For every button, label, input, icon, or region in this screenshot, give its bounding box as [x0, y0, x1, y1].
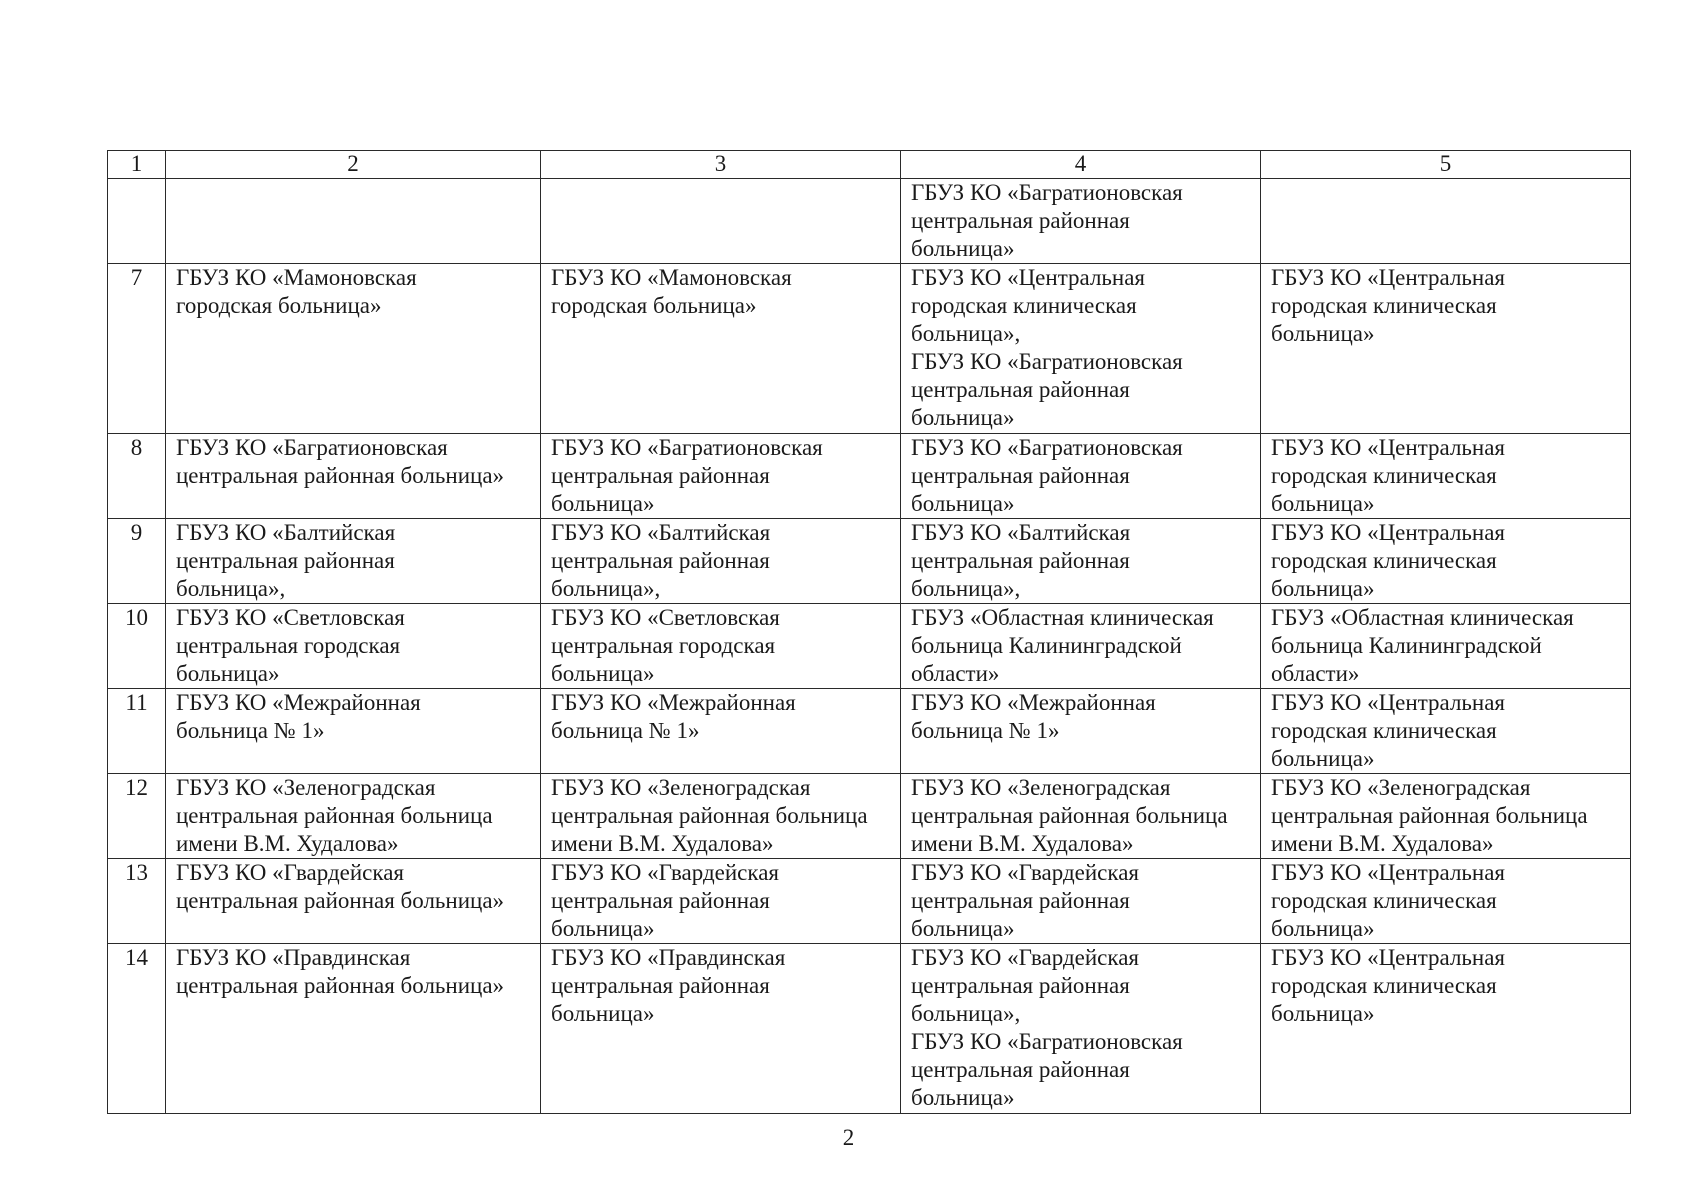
table-row [108, 434, 1631, 519]
row-number: 13 [108, 859, 166, 944]
row-cell-col5: ГБУЗ КО «Центральная городская клиническая больница» [1261, 434, 1631, 519]
row-cell-col3: ГБУЗ КО «Светловская центральная городская больница» [541, 604, 901, 689]
table-row [108, 604, 1631, 689]
row-cell-col5: ГБУЗ КО «Центральная городская клиническая больница» [1261, 944, 1631, 1114]
row-cell-col2: ГБУЗ КО «Мамоновская городская больница» [166, 264, 541, 434]
row-number: 12 [108, 774, 166, 859]
row-cell-col4: ГБУЗ КО «Багратионовская центральная районная больница» [901, 434, 1261, 519]
row-cell-col3: ГБУЗ КО «Правдинская центральная районная больница» [541, 944, 901, 1114]
row-cell-col2 [166, 179, 541, 264]
header-cell-3: 3 [541, 151, 901, 179]
row-cell-col2: ГБУЗ КО «Межрайонная больница № 1» [166, 689, 541, 774]
row-cell-col2: ГБУЗ КО «Светловская центральная городская больница» [166, 604, 541, 689]
header-cell-4: 4 [901, 151, 1261, 179]
row-cell-col2: ГБУЗ КО «Балтийская центральная районная больница», [166, 519, 541, 604]
row-number: 7 [108, 264, 166, 434]
row-number: 11 [108, 689, 166, 774]
table-row [108, 774, 1631, 859]
row-cell-col4: ГБУЗ КО «Багратионовская центральная районная больница» [901, 179, 1261, 264]
row-cell-col5: ГБУЗ «Областная клиническая больница Калининградской области» [1261, 604, 1631, 689]
row-cell-col4: ГБУЗ КО «Межрайонная больница № 1» [901, 689, 1261, 774]
row-cell-col3: ГБУЗ КО «Гвардейская центральная районная больница» [541, 859, 901, 944]
row-number: 8 [108, 434, 166, 519]
table-row [108, 519, 1631, 604]
row-cell-col4: ГБУЗ КО «Гвардейская центральная районная больница», ГБУЗ КО «Багратионовская центральная районная больница» [901, 944, 1261, 1114]
header-cell-2: 2 [166, 151, 541, 179]
row-number: 9 [108, 519, 166, 604]
row-cell-col2: ГБУЗ КО «Зеленоградская центральная районная больница имени В.М. Худалова» [166, 774, 541, 859]
table-row [108, 944, 1631, 1114]
table-row [108, 179, 1631, 264]
row-cell-col2: ГБУЗ КО «Багратионовская центральная районная больница» [166, 434, 541, 519]
table-row [108, 859, 1631, 944]
table-row [108, 689, 1631, 774]
row-cell-col5: ГБУЗ КО «Центральная городская клиническая больница» [1261, 859, 1631, 944]
row-cell-col4: ГБУЗ КО «Гвардейская центральная районная больница» [901, 859, 1261, 944]
row-cell-col4: ГБУЗ КО «Зеленоградская центральная районная больница имени В.М. Худалова» [901, 774, 1261, 859]
row-cell-col4: ГБУЗ «Областная клиническая больница Калининградской области» [901, 604, 1261, 689]
row-cell-col5: ГБУЗ КО «Центральная городская клиническая больница» [1261, 519, 1631, 604]
row-cell-col3: ГБУЗ КО «Багратионовская центральная районная больница» [541, 434, 901, 519]
row-cell-col5: ГБУЗ КО «Центральная городская клиническая больница» [1261, 689, 1631, 774]
header-cell-1: 1 [108, 151, 166, 179]
row-cell-col4: ГБУЗ КО «Балтийская центральная районная больница», [901, 519, 1261, 604]
row-cell-col5: ГБУЗ КО «Центральная городская клиническая больница» [1261, 264, 1631, 434]
row-cell-col5: ГБУЗ КО «Зеленоградская центральная районная больница имени В.М. Худалова» [1261, 774, 1631, 859]
table-row [108, 264, 1631, 434]
row-cell-col4: ГБУЗ КО «Центральная городская клиническая больница», ГБУЗ КО «Багратионовская центральная районная больница» [901, 264, 1261, 434]
page-number: 2 [842, 1125, 855, 1150]
row-cell-col3 [541, 179, 901, 264]
row-cell-col3: ГБУЗ КО «Мамоновская городская больница» [541, 264, 901, 434]
row-cell-col2: ГБУЗ КО «Гвардейская центральная районная больница» [166, 859, 541, 944]
header-cell-5: 5 [1261, 151, 1631, 179]
hospital-routing-table [107, 150, 1631, 1114]
row-cell-col3: ГБУЗ КО «Балтийская центральная районная больница», [541, 519, 901, 604]
table-header-row [108, 151, 1631, 179]
row-cell-col3: ГБУЗ КО «Зеленоградская центральная районная больница имени В.М. Худалова» [541, 774, 901, 859]
row-cell-col5 [1261, 179, 1631, 264]
row-cell-col3: ГБУЗ КО «Межрайонная больница № 1» [541, 689, 901, 774]
row-number: 10 [108, 604, 166, 689]
row-number [108, 179, 166, 264]
row-number: 14 [108, 944, 166, 1114]
row-cell-col2: ГБУЗ КО «Правдинская центральная районная больница» [166, 944, 541, 1114]
